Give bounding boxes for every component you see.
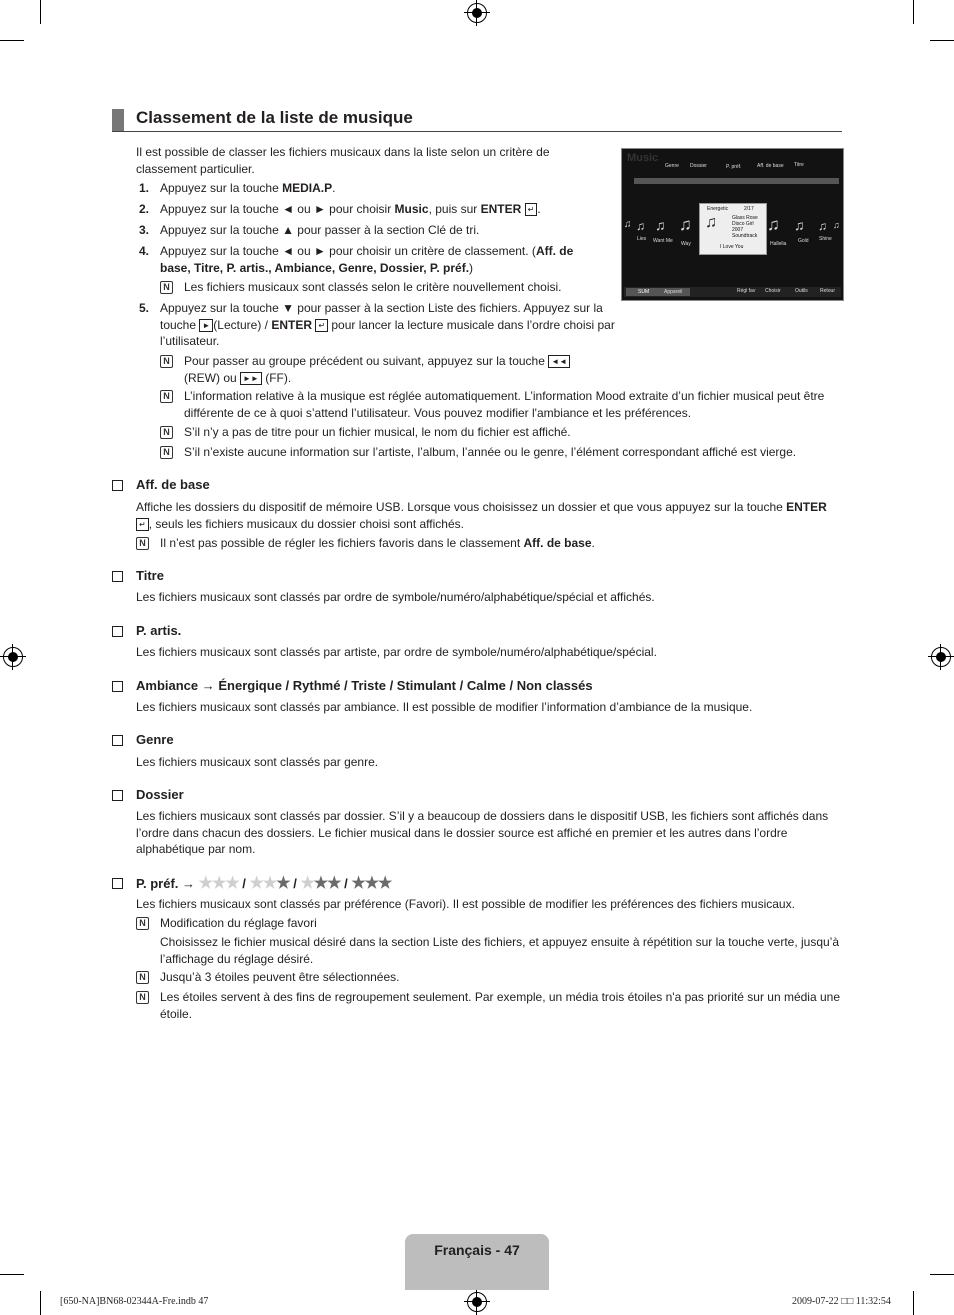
screen-bar — [634, 178, 839, 184]
ff-icon: ►► — [240, 372, 262, 385]
tv-screenshot — [621, 148, 844, 301]
step-2 — [160, 201, 610, 218]
section-checkbox-icon — [112, 735, 123, 746]
step-text: ) — [469, 260, 474, 275]
music-note-icon: ♫ — [679, 215, 692, 234]
slug-right: 2009-07-22 □□ 11:32:54 — [792, 1296, 891, 1307]
note-step4: Les fichiers musicaux sont classés selon le critère nouvellement choisi. — [184, 280, 562, 294]
ppref-label: P. préf. → — [136, 876, 196, 891]
note-icon: N — [160, 355, 173, 368]
song-label: Gold — [798, 238, 809, 244]
crop-mark — [0, 40, 24, 41]
aff-text-part: Affiche les dossiers du dispositif de mémoire USB. Lorsque vous choisissez un dossier et que vous appuyez sur la touche — [136, 500, 787, 514]
step-number: 5. — [139, 301, 150, 315]
step-text: (Lecture) / — [213, 317, 272, 332]
music-note-icon: ♫ — [655, 217, 666, 233]
aff-note-bold: Aff. de base — [523, 536, 592, 550]
dossier-text: Les fichiers musicaux sont classés par dossier. S’il y a beaucoup de dossiers dans le dispositif USB, les fichiers sont affichés dans l’ordre dans chacun des dossiers. Le fichier musical dans le dossier source est affiché en premier et les autres dans l’ordre alphabétique par nom. — [136, 809, 829, 856]
step-key: Music — [394, 202, 429, 216]
play-icon: ► — [199, 319, 213, 332]
star-rating-3-icon: ★★★ — [351, 875, 392, 892]
screen-tab: Titre — [794, 162, 804, 168]
step-key: ENTER — [480, 202, 522, 216]
popup — [699, 203, 767, 255]
step-text: Appuyez sur la touche ▼ pour passer à la section Liste des fichiers. Appuyez sur la touche — [160, 301, 603, 332]
crop-mark — [40, 0, 41, 24]
step-key: ENTER — [271, 317, 312, 332]
registration-mark-icon — [3, 647, 23, 667]
ppref-note2: Jusqu’à 3 étoiles peuvent être sélectionnées. — [160, 970, 400, 984]
intro-text: Il est possible de classer les fichiers musicaux dans la liste selon un critère de classement particulier. — [136, 145, 550, 176]
heading-aff: Aff. de base — [136, 477, 210, 492]
section-checkbox-icon — [112, 626, 123, 637]
music-note-icon: ♫ — [705, 214, 717, 231]
screen-tab: Aff. de base — [757, 163, 784, 169]
section-checkbox-icon — [112, 681, 123, 692]
selected-song: I Love You — [720, 244, 744, 250]
step-text: . — [537, 202, 541, 216]
btn-return: Retour — [820, 288, 836, 294]
note-icon: N — [160, 426, 173, 439]
step-3: Appuyez sur la touche ▲ pour passer à la section Clé de tri. — [160, 223, 480, 237]
popup-line: 2007 — [732, 227, 744, 233]
section-checkbox-icon — [112, 480, 123, 491]
step-text: . — [332, 181, 336, 195]
screen-header: Music — [627, 152, 659, 164]
btn-fav: Régl fav — [737, 288, 756, 294]
step-text: , puis sur — [428, 202, 481, 216]
note-icon: N — [136, 537, 149, 550]
step-number: 2. — [139, 202, 150, 216]
step-4 — [160, 243, 600, 276]
ppref-note1: Modification du réglage favori — [160, 916, 317, 930]
step-number: 4. — [139, 244, 150, 258]
ppref-note1-body: Choisissez le fichier musical désiré dans la section Liste des fichiers, et appuyez ensuite à répétition sur la touche verte, jusqu’à l’affichage du réglage désiré. — [160, 935, 840, 966]
registration-mark-icon — [467, 3, 487, 23]
song-label: Want Me — [653, 238, 673, 244]
separator: / — [344, 876, 348, 891]
separator: / — [293, 876, 297, 891]
step-1 — [160, 180, 600, 197]
partis-text: Les fichiers musicaux sont classés par artiste, par ordre de symbole/numéro/alphabétique/spécial. — [136, 645, 657, 659]
music-note-icon: ♫ — [767, 215, 780, 234]
aff-text — [136, 499, 836, 532]
heading-ambiance: Ambiance → Énergique / Rythmé / Triste / Stimulant / Calme / Non classés — [136, 678, 593, 693]
music-note-icon: ♫ — [794, 217, 805, 233]
screen-tab: P. préf. — [726, 164, 742, 170]
popup-mood: Energetic — [707, 206, 729, 212]
step-text: Appuyez sur la touche — [160, 181, 283, 195]
registration-mark-icon — [467, 1292, 487, 1312]
enter-icon: ↵ — [136, 518, 149, 531]
note-icon: N — [136, 917, 149, 930]
popup-line: Soundtrack — [732, 233, 758, 239]
aff-note-part: Il n’est pas possible de régler les fichiers favoris dans le classement — [160, 536, 524, 550]
star-rating-2-icon: ★★★ — [300, 875, 341, 892]
crop-mark — [0, 1274, 24, 1275]
btn-choose: Choisir — [765, 288, 781, 294]
enter-key: ENTER — [786, 500, 827, 514]
note-icon: N — [160, 281, 173, 294]
titre-text: Les fichiers musicaux sont classés par ordre de symbole/numéro/alphabétique/spécial et affichés. — [136, 590, 655, 604]
slug-left: [650-NA]BN68-02344A-Fre.indb 47 — [60, 1296, 209, 1307]
heading-dossier: Dossier — [136, 787, 184, 802]
step-key: MEDIA.P — [282, 181, 333, 195]
step-number: 1. — [139, 181, 150, 195]
note-text: (FF). — [265, 370, 292, 385]
step-text: Appuyez sur la touche ◄ ou ► pour choisir un critère de classement. ( — [160, 244, 536, 258]
crop-mark — [913, 1291, 914, 1315]
aff-text-part: , seuls les fichiers musicaux du dossier choisi sont affichés. — [148, 516, 464, 531]
note-icon: N — [160, 390, 173, 403]
ambiance-text: Les fichiers musicaux sont classés par ambiance. Il est possible de modifier l’information d’ambiance de la musique. — [136, 700, 753, 714]
ppref-text: Les fichiers musicaux sont classés par préférence (Favori). Il est possible de modifier les préférences des fichiers musicaux. — [136, 897, 795, 911]
step-number: 3. — [139, 223, 150, 237]
registration-mark-icon — [931, 647, 951, 667]
music-note-icon: ♫ — [624, 219, 632, 230]
aff-note — [160, 535, 840, 552]
section-checkbox-icon — [112, 878, 123, 889]
note-rew-ff — [184, 353, 604, 386]
enter-icon: ↵ — [525, 203, 538, 216]
song-label: Hallelia — [770, 241, 787, 247]
aff-note-part: . — [591, 536, 595, 550]
bottom-left: SUM — [638, 289, 650, 295]
separator: / — [242, 876, 246, 891]
bottom-device: Appareil — [664, 289, 683, 295]
note-icon: N — [160, 446, 173, 459]
note-text: (REW) ou — [184, 370, 237, 385]
section-checkbox-icon — [112, 571, 123, 582]
title-bar-icon — [112, 109, 124, 131]
note-icon: N — [136, 971, 149, 984]
popup-time: 2/17 — [744, 206, 754, 212]
note-artist: S’il n’existe aucune information sur l’artiste, l’album, l’année ou le genre, l’élément correspondant affiché est vierge. — [184, 445, 797, 459]
rew-icon: ◄◄ — [548, 355, 570, 368]
song-label: Lies — [637, 236, 647, 242]
screen-tab: Dossier — [690, 163, 707, 169]
heading-ppref — [136, 873, 391, 893]
crop-mark — [40, 1291, 41, 1315]
star-rating-0-icon: ★★★ — [198, 875, 239, 892]
popup-line: Glass Rose — [732, 215, 758, 221]
step-key: Aff. de base, Titre, P. artis., Ambiance, Genre, Dossier, P. préf. — [160, 244, 574, 275]
note-title: S’il n’y a pas de titre pour un fichier musical, le nom du fichier est affiché. — [184, 425, 571, 439]
step-5 — [160, 300, 615, 350]
step-text: pour lancer la lecture musicale dans l’ordre choisi par l’utilisateur. — [160, 317, 615, 348]
enter-icon: ↵ — [315, 319, 328, 332]
section-checkbox-icon — [112, 790, 123, 801]
note-icon: N — [136, 991, 149, 1004]
screen-tab: Genre — [665, 163, 679, 169]
music-note-icon: ♫ — [818, 219, 827, 233]
note-mood: L’information relative à la musique est réglée automatiquement. L’information Mood extraite d’un fichier musical peut être différente de ce à quoi s’attend l’utilisateur. Vous pouvez modifier l'ambiance et les préférences. — [184, 389, 825, 420]
step-text: Appuyez sur la touche ◄ ou ► pour choisir — [160, 202, 395, 216]
page-number: Français - 47 — [434, 1242, 520, 1258]
song-label: Way — [681, 241, 691, 247]
note-text: Pour passer au groupe précédent ou suivant, appuyez sur la touche — [184, 354, 545, 368]
heading-partis: P. artis. — [136, 623, 182, 638]
page-title: Classement de la liste de musique — [136, 108, 413, 127]
popup-line: Disco Girl — [732, 221, 754, 227]
ppref-note3: Les étoiles servent à des fins de regroupement seulement. Par exemple, un média trois étoiles n'a pas priorité sur un média une étoile. — [160, 990, 840, 1021]
star-rating-1-icon: ★★★ — [249, 875, 290, 892]
genre-text: Les fichiers musicaux sont classés par genre. — [136, 755, 379, 769]
heading-genre: Genre — [136, 732, 174, 747]
heading-titre: Titre — [136, 568, 164, 583]
crop-mark — [913, 0, 914, 24]
song-label: Shine — [819, 236, 832, 242]
crop-mark — [930, 1274, 954, 1275]
btn-tools: Outils — [795, 288, 808, 294]
title-rule — [112, 131, 842, 132]
music-note-icon: ♫ — [833, 220, 840, 230]
music-note-icon: ♫ — [636, 219, 645, 233]
crop-mark — [930, 40, 954, 41]
